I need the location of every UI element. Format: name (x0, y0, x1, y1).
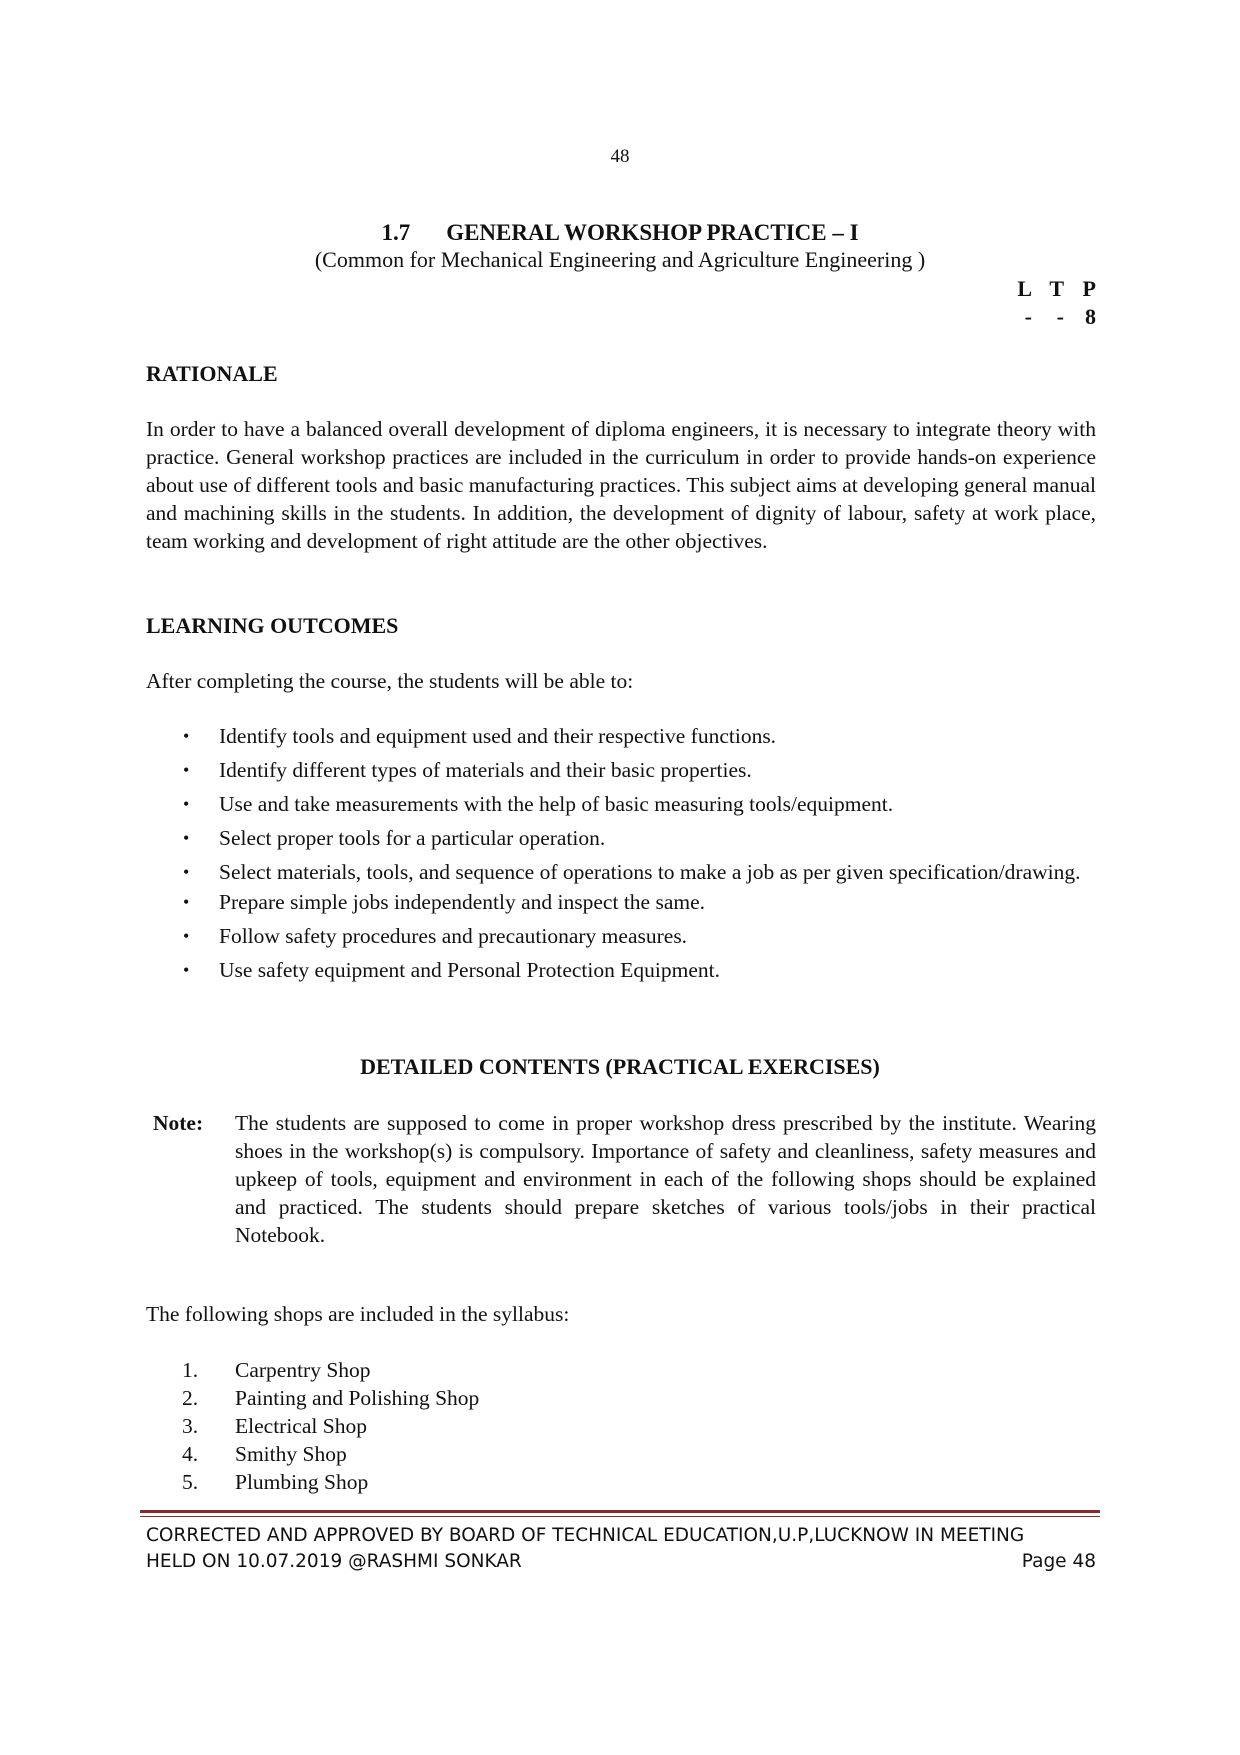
list-item (146, 1356, 479, 1384)
page-number: 48 (610, 146, 630, 167)
list-item (146, 1440, 479, 1468)
list-item-text: Prepare simple jobs independently and inspect the same. (219, 890, 706, 914)
list-item-text: Use safety equipment and Personal Protection Equipment. (219, 958, 720, 982)
learning-outcomes-heading: LEARNING OUTCOMES (146, 613, 399, 638)
bullet-icon: • (183, 926, 190, 946)
bullet-icon: • (183, 760, 190, 780)
note-text: The students are supposed to come in proper workshop dress prescribed by the institute. Wearing shoes in the workshop(s) is compulsory. Importance of safety and cleanliness, safety measures and upkeep of tools, equipment and environment in each of the following shops should be explained and practiced. The students should prepare sketches of various tools/jobs in their practical Notebook. (235, 1111, 1096, 1247)
list-item-text: Follow safety procedures and precautionary measures. (219, 924, 688, 948)
shops-intro: The following shops are included in the syllabus: (146, 1302, 570, 1326)
ltp-table (1000, 276, 1096, 332)
list-item (146, 858, 1096, 886)
course-subtitle: (Common for Mechanical Engineering and Agriculture Engineering ) (314, 247, 926, 272)
bullet-icon: • (183, 862, 190, 882)
list-item (146, 824, 1096, 852)
list-item (146, 756, 1096, 784)
shop-name: Plumbing Shop (235, 1470, 369, 1494)
learning-outcomes-intro: After completing the course, the students will be able to: (146, 669, 634, 693)
rationale-paragraph: In order to have a balanced overall development of diploma engineers, it is necessary to integrate theory with practice. General workshop practices are included in the curriculum in order to provide hands-on experience about use of different tools and basic manufacturing practices. This subject aims at developing general manual and machining skills in the students. In addition, the development of dignity of labour, safety at work place, team working and development of right attitude are the other objectives. (146, 417, 1096, 553)
bullet-icon: • (183, 892, 190, 912)
ltp-header-row (1000, 276, 1096, 304)
learning-outcomes-list (146, 722, 1096, 990)
bullet-icon: • (183, 828, 190, 848)
detailed-contents-heading: DETAILED CONTENTS (PRACTICAL EXERCISES) (360, 1054, 880, 1079)
list-item-text: Identify different types of materials and their basic properties. (219, 758, 752, 782)
list-item-text: Use and take measurements with the help of basic measuring tools/equipment. (219, 792, 894, 816)
list-item (146, 722, 1096, 750)
list-item (146, 922, 1096, 950)
ltp-header-t: T (1049, 276, 1064, 301)
list-item (146, 1384, 479, 1412)
shop-name: Painting and Polishing Shop (235, 1386, 480, 1410)
shop-name: Electrical Shop (235, 1414, 367, 1438)
ltp-value-p: 8 (1085, 304, 1096, 329)
list-item (146, 888, 1096, 916)
list-item-text: Select materials, tools, and sequence of operations to make a job as per given specification/drawing. (219, 860, 1081, 884)
list-number: 4. (182, 1442, 199, 1466)
list-item-text: Identify tools and equipment used and their respective functions. (219, 724, 777, 748)
note-label: Note: (153, 1111, 204, 1135)
shop-name: Smithy Shop (235, 1442, 347, 1466)
ltp-value-t: - (1056, 304, 1064, 329)
rationale-heading: RATIONALE (146, 361, 278, 386)
ltp-header-p: P (1082, 276, 1096, 301)
bullet-icon: • (183, 726, 190, 746)
ltp-header-l: L (1017, 276, 1032, 301)
shops-list (146, 1356, 479, 1496)
list-number: 3. (182, 1414, 199, 1438)
bullet-icon: • (183, 794, 190, 814)
course-number: 1.7 (381, 220, 411, 245)
shop-name: Carpentry Shop (235, 1358, 371, 1382)
list-item (146, 790, 1096, 818)
list-item-text: Select proper tools for a particular operation. (219, 826, 606, 850)
footer-line-2 (146, 1549, 1096, 1575)
list-number: 5. (182, 1470, 199, 1494)
footer-divider-thin (140, 1516, 1100, 1517)
list-item (146, 1468, 479, 1496)
list-number: 1. (182, 1358, 199, 1382)
ltp-value-row (1000, 304, 1096, 332)
list-item (146, 1412, 479, 1440)
footer-approval-date: HELD ON 10.07.2019 @RASHMI SONKAR (146, 1551, 522, 1572)
bullet-icon: • (183, 960, 190, 980)
footer-page-label: Page 48 (1021, 1551, 1096, 1572)
list-number: 2. (182, 1386, 199, 1410)
list-item (146, 956, 1096, 984)
ltp-value-l: - (1024, 304, 1032, 329)
page-footer (146, 1523, 1096, 1575)
course-title (0, 220, 1240, 246)
course-title-text: GENERAL WORKSHOP PRACTICE – I (446, 220, 859, 245)
footer-line-1: CORRECTED AND APPROVED BY BOARD OF TECHNICAL EDUCATION,U.P,LUCKNOW IN MEETING (146, 1525, 1025, 1546)
footer-divider-thick (140, 1510, 1100, 1513)
